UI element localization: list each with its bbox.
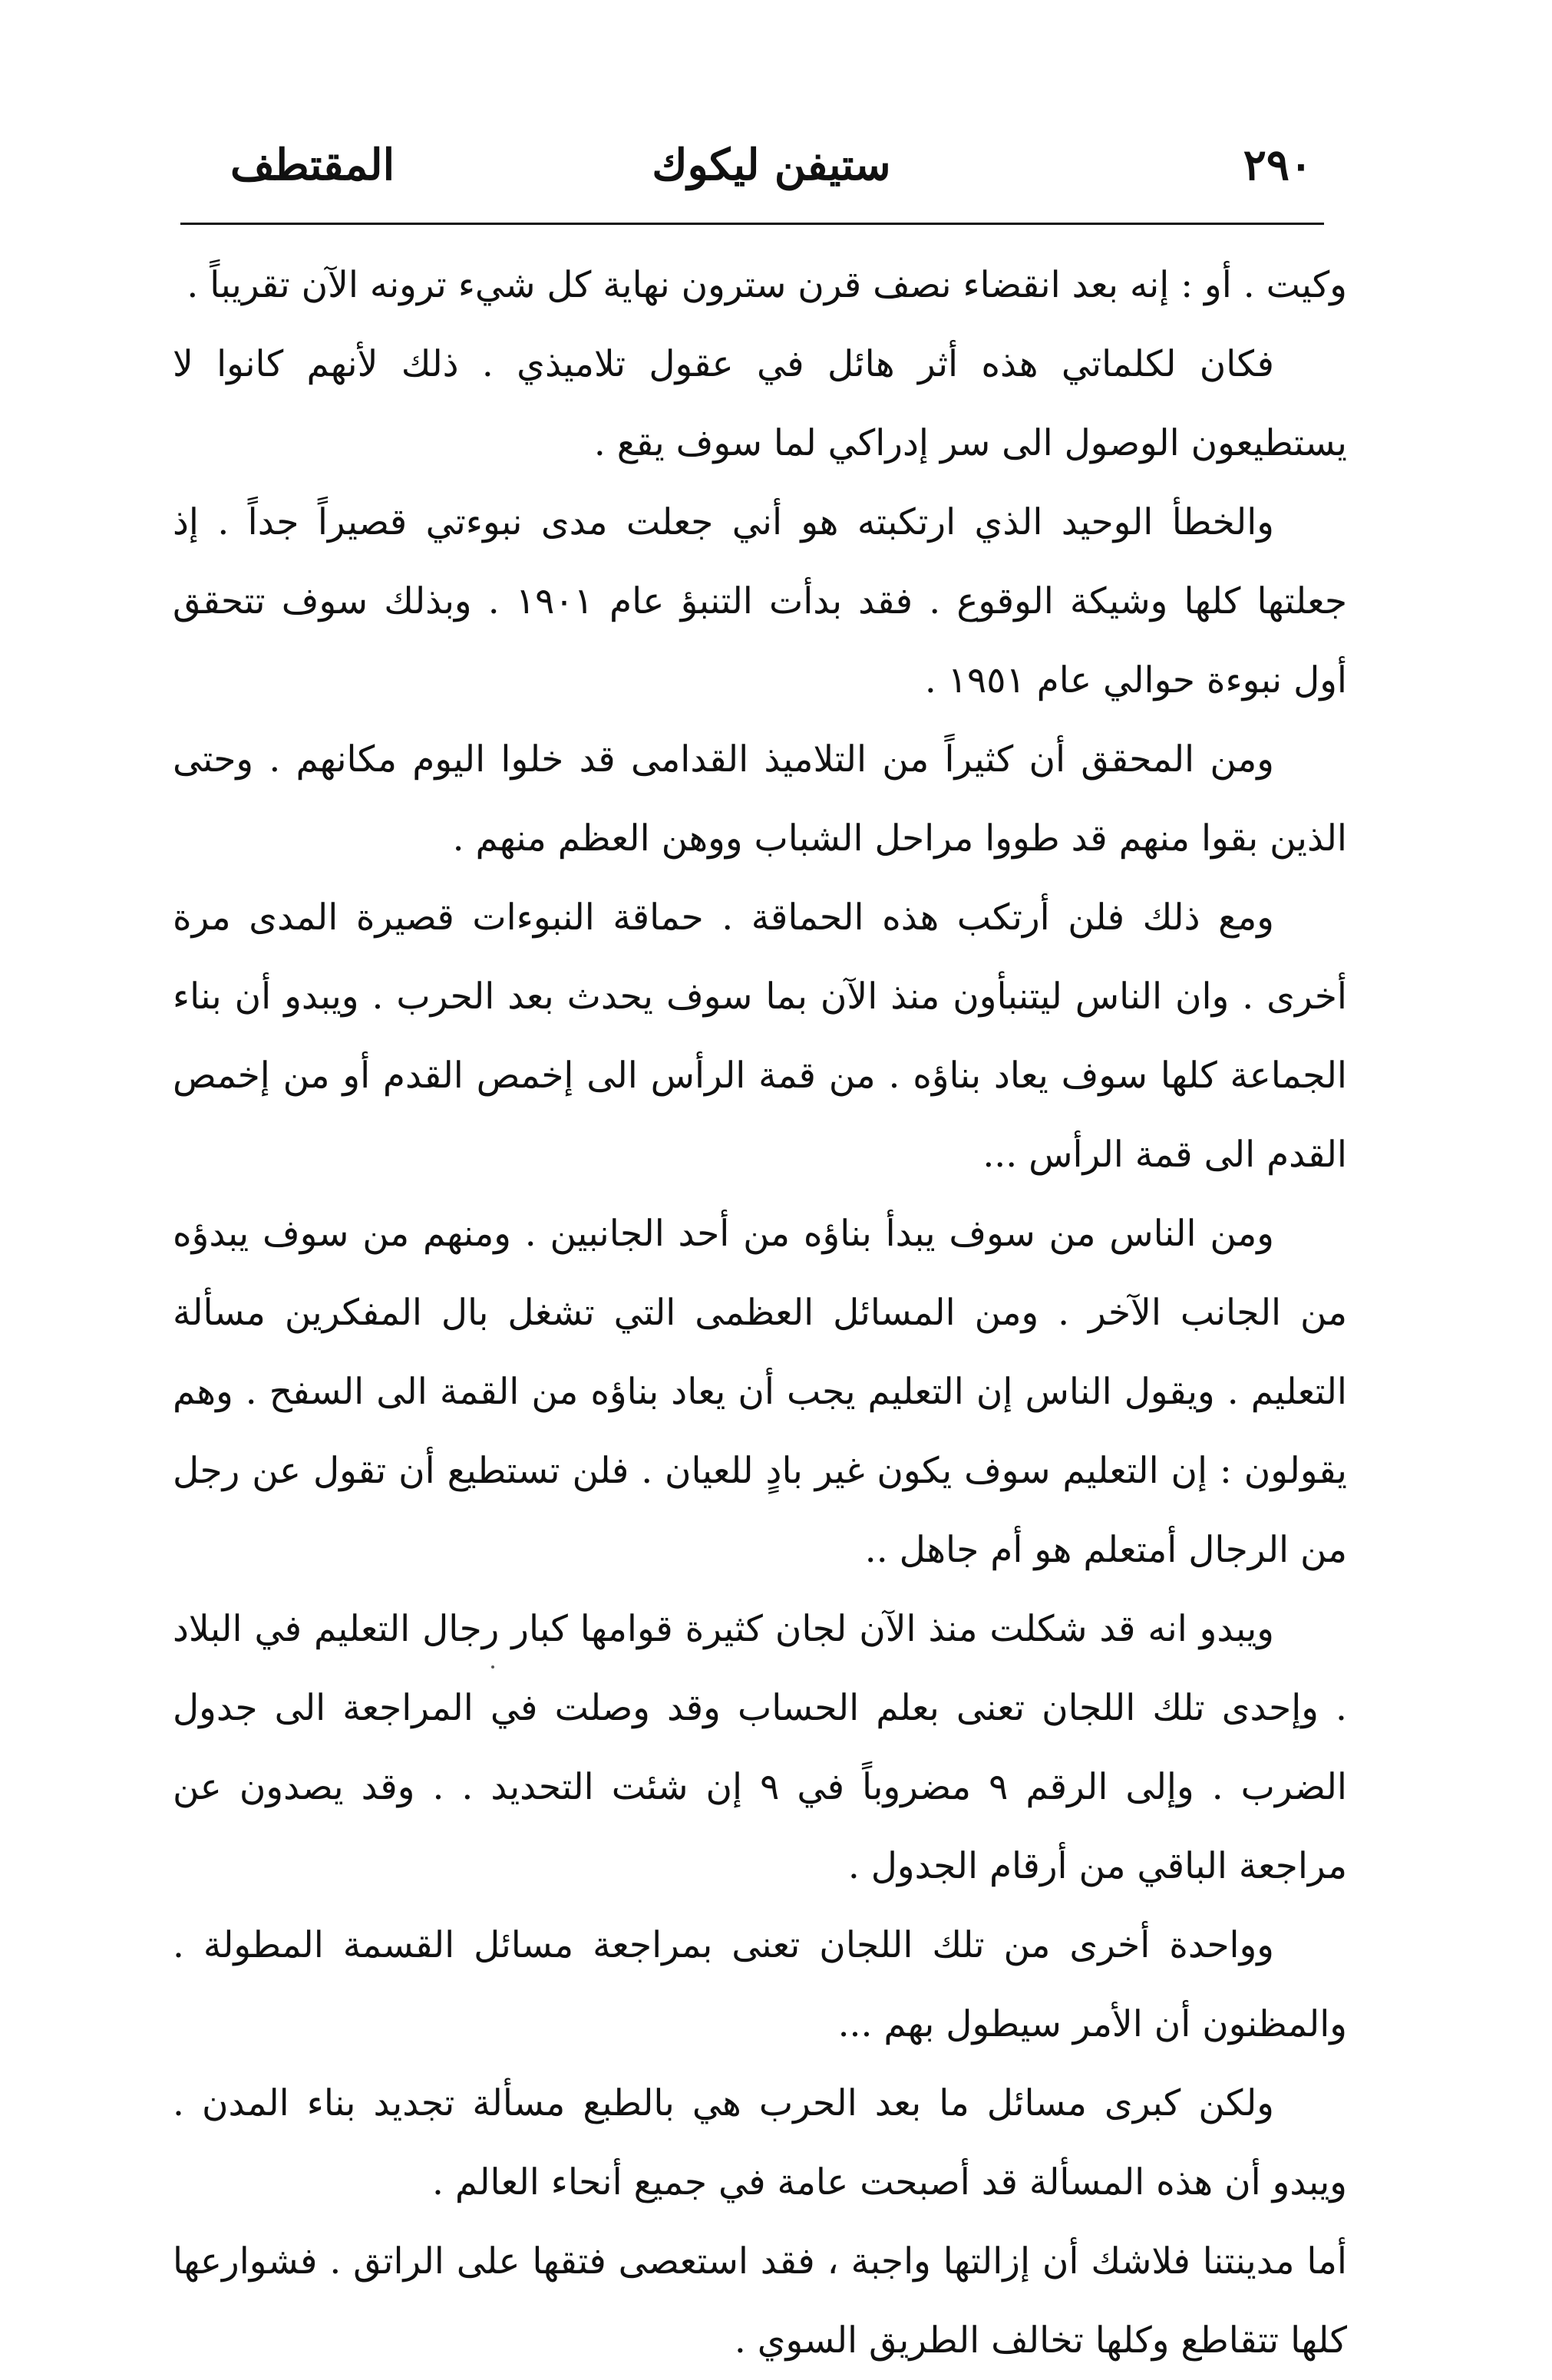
paragraph: ولكن كبرى مسائل ما بعد الحرب هي بالطبع مسألة تجديد بناء المدن . ويبدو أن هذه المسألة قد أصبحت عامة في جميع أنحاء العالم . [173,2082,1347,2203]
page-body [173,246,1347,2362]
journal-name: المقتطف [230,140,395,190]
ink-speck [491,1665,494,1669]
paragraph: ومع ذلك فلن أرتكب هذه الحماقة . حماقة النبوءات قصيرة المدى مرة أخرى . وان الناس ليتنبأون منذ الآن بما سوف يحدث بعد الحرب . ويبدو أن بناء الجماعة كلها سوف يعاد بناؤه . من قمة الرأس الى إخمص القدم أو من إخمص القدم الى قمة الرأس ... [173,896,1347,1176]
article-title: ستيفن ليكوك [652,140,891,190]
paragraph: وواحدة أخرى من تلك اللجان تعنى بمراجعة مسائل القسمة المطولة . والمظنون أن الأمر سيطول بهم ... [173,1924,1347,2045]
page-number: ٢٩٠ [1243,140,1313,190]
paragraph: والخطأ الوحيد الذي ارتكبته هو أني جعلت مدى نبوءتي قصيراً جداً . إذ جعلتها كلها وشيكة الوقوع . فقد بدأت التنبؤ عام ١٩٠١ . وبذلك سوف تتحقق أول نبوءة حوالي عام ١٩٥١ . [173,501,1347,701]
paragraph: ومن الناس من سوف يبدأ بناؤه من أحد الجانبين . ومنهم من سوف يبدؤه من الجانب الآخر . ومن المسائل العظمى التي تشغل بال المفكرين مسألة التعليم . ويقول الناس إن التعليم يجب أن يعاد بناؤه من القمة الى السفح . وهم يقولون : إن التعليم سوف يكون غير بادٍ للعيان . فلن تستطيع أن تقول عن رجل من الرجال أمتعلم هو أم جاهل .. [173,1213,1347,1571]
paragraph: أما مدينتنا فلاشك أن إزالتها واجبة ، فقد استعصى فتقها على الراتق . فشوارعها كلها تتقاطع وكلها تخالف الطريق السوي . [173,2240,1347,2362]
paragraph: ويبدو انه قد شكلت منذ الآن لجان كثيرة قوامها كبار رجال التعليم في البلاد . وإحدى تلك اللجان تعنى بعلم الحساب وقد وصلت في المراجعة الى جدول الضرب . وإلى الرقم ٩ مضروباً في ٩ إن شئت التحديد . . وقد يصدون عن مراجعة الباقي من أرقام الجدول . [173,1608,1347,1887]
header-rule [180,223,1324,225]
paragraph: ومن المحقق أن كثيراً من التلاميذ القدامى قد خلوا اليوم مكانهم . وحتى الذين بقوا منهم قد طووا مراحل الشباب ووهن العظم منهم . [173,738,1347,860]
paragraph: وكيت . أو : إنه بعد انقضاء نصف قرن سترون نهاية كل شيء ترونه الآن تقريباً . [187,264,1347,306]
page-header [230,123,1313,215]
paragraph: فكان لكلماتي هذه أثر هائل في عقول تلاميذي . ذلك لأنهم كانوا لا يستطيعون الوصول الى سر إدراكي لما سوف يقع . [173,343,1347,464]
